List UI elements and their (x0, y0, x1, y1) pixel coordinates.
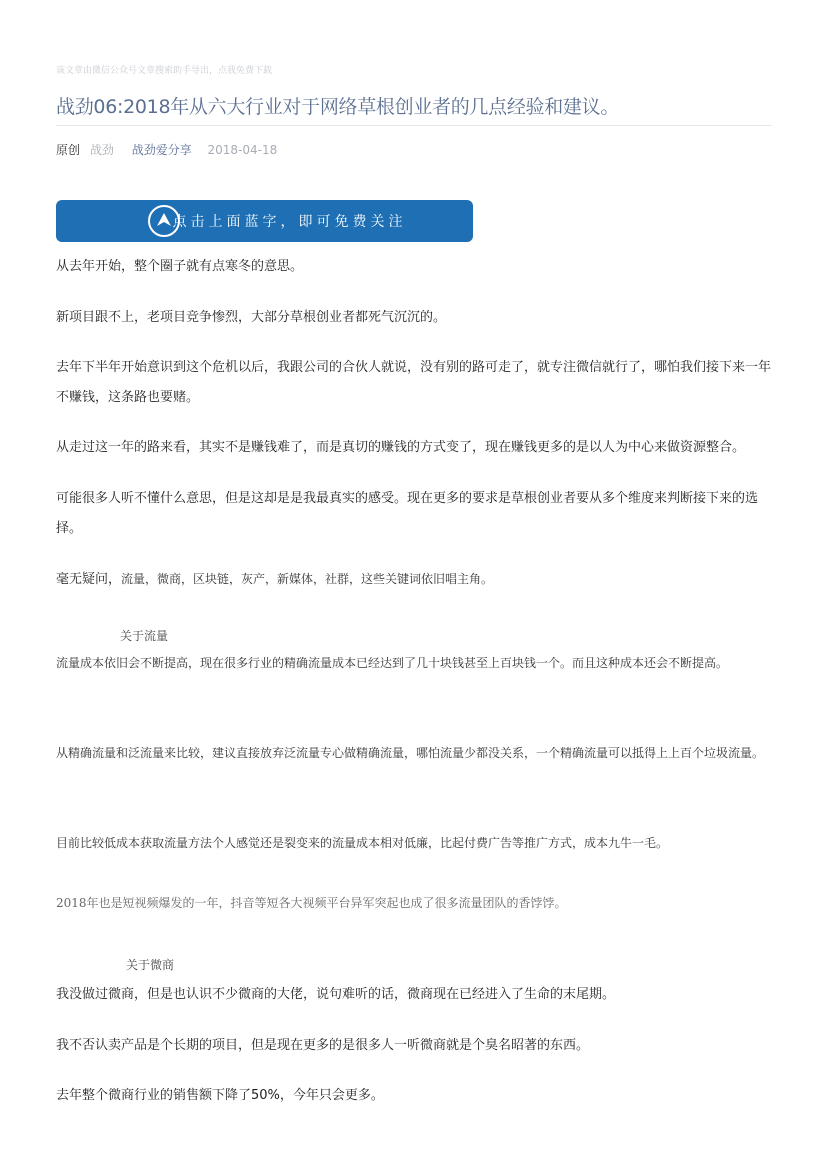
wechat-paragraph-2: 我不否认卖产品是个长期的项目，但是现在更多的是很多人一听微商就是个臭名昭著的东西。 (56, 1038, 590, 1053)
account-link[interactable]: 战劲爱分享 (131, 143, 192, 157)
paragraph-2: 新项目跟不上，老项目竞争惨烈，大部分草根创业者都死气沉沉的。 (56, 310, 447, 325)
traffic-paragraph-2: 从精确流量和泛流量来比较，建议直接放弃泛流量专心做精确流量，哪怕流量少都没关系，一个精确流量可以抵得上上百个垃圾流量。 (56, 746, 765, 760)
author-name: 战劲 (89, 143, 114, 157)
paragraph-6 (56, 564, 772, 595)
section-title-wechat-business: 关于微商 (126, 958, 175, 972)
paragraph-5: 可能很多人听不懂什么意思，但是这却是是我最真实的感受。现在更多的要求是草根创业者要从多个维度来判断接下来的选择。 (56, 491, 759, 536)
traffic-paragraph-1: 流量成本依旧会不断提高，现在很多行业的精确流量成本已经达到了几十块钱甚至上百块钱一个。而且这种成本还会不断提高。 (56, 656, 729, 670)
wechat-paragraph-1: 我没做过微商，但是也认识不少微商的大佬，说句难听的话，微商现在已经进入了生命的末尾期。 (56, 987, 616, 1002)
traffic-paragraph-3: 目前比较低成本获取流量方法个人感觉还是裂变来的流量成本相对低廉，比起付费广告等推广方式，成本九牛一毛。 (56, 836, 669, 850)
follow-banner[interactable] (56, 200, 473, 242)
paragraph-3: 去年下半年开始意识到这个危机以后，我跟公司的合伙人就说，没有别的路可走了，就专注微信就行了，哪怕我们接下来一年不赚钱，这条路也要赌。 (56, 360, 772, 405)
paragraph-1: 从去年开始，整个圈子就有点寒冬的意思。 (56, 259, 304, 274)
publish-date: 2018-04-18 (207, 143, 278, 157)
up-arrow-circle-icon (148, 205, 180, 237)
article-title: 战劲06:2018年从六大行业对于网络草根创业者的几点经验和建议。 (56, 96, 620, 118)
title-divider (56, 125, 772, 126)
wechat-paragraph-3: 去年整个微商行业的销售额下降了50%，今年只会更多。 (56, 1088, 384, 1103)
paragraph-4: 从走过这一年的路来看，其实不是赚钱难了，而是真切的赚钱的方式变了，现在赚钱更多的是以人为中心来做资源整合。 (56, 440, 746, 455)
export-note-link[interactable]: 该文章由微信公众号文章搜索助手导出，点我免费下载 (56, 66, 273, 76)
traffic-paragraph-4: 2018年也是短视频爆发的一年，抖音等短各大视频平台异军突起也成了很多流量团队的香饽饽。 (56, 896, 567, 910)
follow-banner-text: 点击上面蓝字，即可免费关注 (172, 214, 407, 230)
article-meta (56, 141, 277, 158)
original-label: 原创 (56, 143, 81, 157)
paragraph-6-keywords: 流量，微商，区块链，灰产，新媒体，社群，这些关键词依旧唱主角。 (121, 572, 494, 586)
section-title-traffic: 关于流量 (120, 629, 169, 643)
paragraph-6-lead: 毫无疑问， (56, 572, 122, 587)
